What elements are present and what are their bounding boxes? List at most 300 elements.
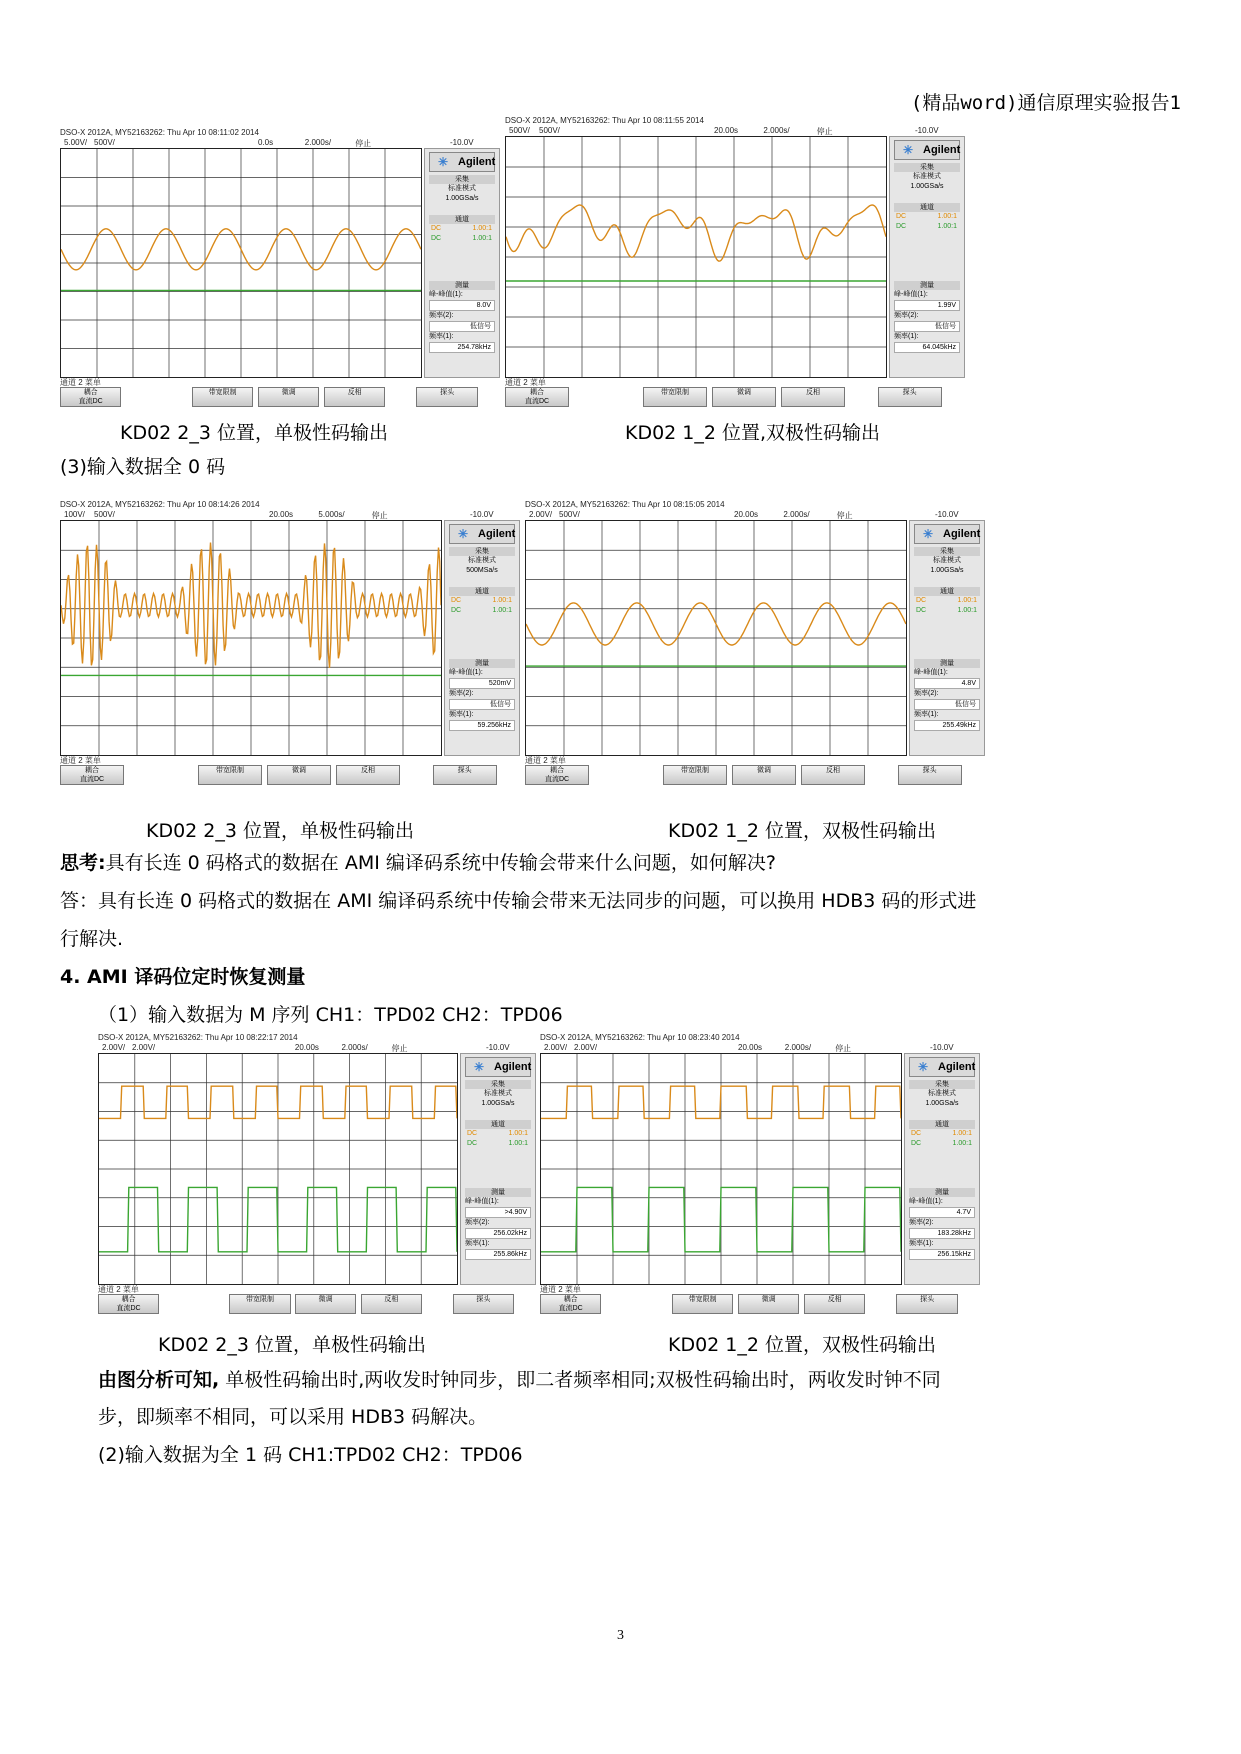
scope-info-line: DSO-X 2012A, MY52163262: Thu Apr 10 08:11:02 2014 — [60, 128, 259, 137]
invert-button[interactable] — [361, 1294, 422, 1314]
channel-menu-label: 通道 2 菜单 — [98, 1285, 139, 1294]
analysis-text: 单极性码输出时,两收发时钟同步，即二者频率相同;双极性码输出时，两收发时钟不同 — [219, 1369, 941, 1391]
sub-item-2: (2)输入数据为全 1 码 CH1:TPD02 CH2：TPD06 — [98, 1444, 523, 1466]
run-state: 停止 — [371, 511, 388, 520]
acquisition-mode: 标准模式 — [913, 173, 941, 180]
measure-2-label: 频率(2): — [909, 1219, 934, 1226]
ch2-coupling-row — [429, 234, 495, 244]
oscilloscope-screenshot-4 — [525, 500, 985, 788]
sub-item-1: （1）输入数据为 M 序列 CH1：TPD02 CH2：TPD06 — [98, 1004, 563, 1026]
ch1-probe-ratio: 1.00:1 — [508, 1130, 528, 1137]
oscilloscope-screenshot-1 — [60, 128, 500, 410]
fine-button-label: 微调 — [737, 389, 752, 396]
coupling-button-label: 耦合 — [550, 767, 565, 774]
fine-button[interactable] — [295, 1294, 356, 1314]
agilent-logo — [914, 524, 980, 544]
measure-2-label: 频率(2): — [465, 1219, 490, 1226]
probe-button[interactable] — [896, 1294, 957, 1314]
fine-button-label: 微调 — [281, 389, 296, 396]
coupling-button-value: 直流DC — [78, 398, 103, 405]
scope-status-bar — [60, 510, 494, 520]
fine-button[interactable] — [258, 387, 319, 407]
agilent-star-icon: ✳ — [918, 1060, 929, 1074]
coupling-button-value: 直流DC — [558, 1305, 583, 1312]
scope-side-panel — [424, 148, 500, 378]
acquisition-heading: 采集 — [465, 1080, 531, 1089]
acquisition-heading: 采集 — [894, 163, 960, 172]
acquisition-mode: 标准模式 — [448, 185, 476, 192]
measure-heading: 测量 — [429, 281, 495, 290]
time-scale: 2.000s/ — [763, 126, 790, 135]
ch1-coupling-row — [909, 1129, 975, 1139]
scope-info-line: DSO-X 2012A, MY52163262: Thu Apr 10 08:22:17 2014 — [98, 1033, 298, 1042]
scope-status-bar — [505, 126, 939, 136]
brand-text: Agilent — [938, 1061, 976, 1073]
invert-button-label: 反相 — [806, 389, 821, 396]
sample-rate: 1.00GSa/s — [481, 1100, 515, 1107]
run-state: 停止 — [816, 127, 833, 136]
trigger-level: -10.0V — [470, 510, 494, 519]
measure-1-value: 4.7V — [909, 1207, 975, 1218]
invert-button[interactable] — [781, 387, 845, 407]
waveform-grid — [505, 136, 887, 378]
invert-button[interactable] — [801, 765, 865, 785]
acquisition-mode: 标准模式 — [468, 557, 496, 564]
page-header: (精品word)通信原理实验报告1 — [910, 92, 1181, 114]
measure-section — [449, 659, 515, 731]
fine-button-label: 微调 — [292, 767, 307, 774]
measure-2-value: 低信号 — [429, 321, 495, 332]
ch1-scale: 2.00V/ — [544, 1043, 568, 1052]
brand-text: Agilent — [478, 528, 516, 540]
brand-text: Agilent — [943, 528, 981, 540]
waveform-grid — [60, 148, 422, 378]
measure-3-label: 频率(1): — [914, 711, 939, 718]
coupling-button[interactable] — [98, 1294, 159, 1314]
measure-1-label: 峰-峰值(1): — [429, 291, 463, 298]
ch1-coupling: DC — [916, 597, 927, 604]
bandwidth-limit-button-label: 带宽限制 — [208, 389, 237, 396]
item-3-heading: (3)输入数据全 0 码 — [60, 456, 226, 478]
fine-button[interactable] — [267, 765, 331, 785]
ch1-scale: 100V/ — [64, 510, 85, 519]
measure-2-value: 低信号 — [894, 321, 960, 332]
fine-button[interactable] — [738, 1294, 799, 1314]
measure-2-label: 频率(2): — [429, 312, 454, 319]
measure-3-value: 254.78kHz — [429, 342, 495, 353]
probe-button[interactable] — [878, 387, 942, 407]
ch1-coupling: DC — [467, 1130, 478, 1137]
channel-heading: 通道 — [429, 215, 495, 224]
measure-1-label: 峰-峰值(1): — [914, 669, 948, 676]
ch1-coupling-row — [914, 596, 980, 606]
coupling-button-value: 直流DC — [524, 398, 550, 405]
caption-3-left: KD02 2_3 位置，单极性码输出 — [158, 1334, 427, 1356]
measure-1-value: 8.0V — [429, 300, 495, 311]
ch1-probe-ratio: 1.00:1 — [937, 213, 957, 220]
measure-1-label: 峰-峰值(1): — [449, 669, 483, 676]
sample-rate: 1.00GSa/s — [925, 1100, 959, 1107]
measure-3-value: 59.256kHz — [449, 720, 515, 731]
scope-status-bar — [525, 510, 959, 520]
ch2-scale: 500V/ — [539, 126, 560, 135]
agilent-logo — [894, 140, 960, 160]
acquisition-section — [914, 547, 980, 576]
invert-button[interactable] — [804, 1294, 865, 1314]
ch2-coupling: DC — [431, 235, 442, 242]
measure-3-value: 64.045kHz — [894, 342, 960, 353]
waveform-display — [61, 149, 421, 377]
ch2-scale: 2.00V/ — [574, 1043, 598, 1052]
invert-button-label: 反相 — [384, 1296, 399, 1303]
ch2-probe-ratio: 1.00:1 — [937, 223, 957, 230]
run-state: 停止 — [391, 1044, 408, 1053]
time-scale: 2.000s/ — [783, 510, 810, 519]
acquisition-section — [465, 1080, 531, 1109]
measure-2-value: 256.02kHz — [465, 1228, 531, 1239]
agilent-logo — [429, 152, 495, 172]
waveform-display — [541, 1054, 901, 1284]
channel-section — [465, 1120, 531, 1149]
measure-3-value: 255.86kHz — [465, 1249, 531, 1260]
ch1-probe-ratio: 1.00:1 — [472, 225, 492, 232]
ch2-probe-ratio: 1.00:1 — [957, 607, 977, 614]
measure-section — [894, 281, 960, 353]
measure-heading: 测量 — [465, 1188, 531, 1197]
measure-section — [909, 1188, 975, 1260]
oscilloscope-screenshot-6 — [540, 1033, 980, 1317]
coupling-button[interactable] — [60, 765, 124, 785]
acquisition-section — [449, 547, 515, 576]
measure-2-value: 183.28kHz — [909, 1228, 975, 1239]
ch2-coupling: DC — [916, 607, 927, 614]
time-scale: 2.000s/ — [341, 1043, 368, 1052]
waveform-display — [526, 521, 906, 755]
brand-text: Agilent — [923, 144, 961, 156]
fine-button-label: 微调 — [318, 1296, 333, 1303]
time-scale: 5.000s/ — [318, 510, 345, 519]
coupling-button-label: 耦合 — [83, 389, 98, 396]
trigger-level: -10.0V — [915, 126, 939, 135]
sample-rate: 1.00GSa/s — [910, 183, 944, 190]
ch1-coupling-row — [465, 1129, 531, 1139]
coupling-button-value: 直流DC — [116, 1305, 141, 1312]
coupling-button[interactable] — [540, 1294, 601, 1314]
oscilloscope-screenshot-2 — [505, 116, 965, 410]
channel-menu-label: 通道 2 菜单 — [505, 378, 546, 387]
measure-heading: 测量 — [449, 659, 515, 668]
agilent-star-icon: ✳ — [458, 527, 469, 541]
ch1-coupling: DC — [896, 213, 907, 220]
probe-button-label: 探头 — [440, 389, 455, 396]
acquisition-section — [894, 163, 960, 192]
scope-info-line: DSO-X 2012A, MY52163262: Thu Apr 10 08:23:40 2014 — [540, 1033, 740, 1042]
scope-info-line: DSO-X 2012A, MY52163262: Thu Apr 10 08:14:26 2014 — [60, 500, 260, 509]
time-position: 20.00s — [738, 1043, 763, 1052]
coupling-button[interactable] — [60, 387, 121, 407]
coupling-button-label: 耦合 — [85, 767, 100, 774]
probe-button[interactable] — [898, 765, 962, 785]
channel-heading: 通道 — [914, 587, 980, 596]
channel-section — [894, 203, 960, 232]
measure-2-value: 低信号 — [449, 699, 515, 710]
coupling-button[interactable] — [505, 387, 569, 407]
scope-side-panel — [904, 1053, 980, 1285]
ch1-probe-ratio: 1.00:1 — [492, 597, 512, 604]
channel-heading: 通道 — [894, 203, 960, 212]
sample-rate: 500MSa/s — [466, 567, 498, 574]
agilent-logo — [909, 1057, 975, 1077]
time-position: 20.00s — [294, 1043, 319, 1052]
coupling-button-value: 直流DC — [79, 776, 105, 783]
oscilloscope-screenshot-3 — [60, 500, 520, 788]
ch2-coupling-row — [909, 1139, 975, 1149]
brand-text: Agilent — [494, 1061, 532, 1073]
measure-2-label: 频率(2): — [914, 690, 939, 697]
ch1-coupling: DC — [451, 597, 462, 604]
time-position: 20.00s — [714, 126, 739, 135]
time-position: 20.00s — [734, 510, 759, 519]
caption-2-left: KD02 2_3 位置，单极性码输出 — [146, 820, 415, 842]
ch2-coupling: DC — [467, 1140, 478, 1147]
measure-1-value: >4.90V — [465, 1207, 531, 1218]
fine-button-label: 微调 — [757, 767, 772, 774]
waveform-display — [61, 521, 441, 755]
measure-section — [465, 1188, 531, 1260]
bandwidth-limit-button[interactable] — [229, 1294, 290, 1314]
ch1-coupling: DC — [911, 1130, 922, 1137]
measure-3-label: 频率(1): — [429, 333, 454, 340]
measure-1-label: 峰-峰值(1): — [909, 1198, 943, 1205]
measure-heading: 测量 — [894, 281, 960, 290]
ch2-coupling: DC — [896, 223, 907, 230]
measure-section — [914, 659, 980, 731]
scope-info-line: DSO-X 2012A, MY52163262: Thu Apr 10 08:15:05 2014 — [525, 500, 725, 509]
probe-button-label: 探头 — [457, 767, 472, 774]
ch1-scale: 2.00V/ — [529, 510, 553, 519]
bandwidth-limit-button[interactable] — [663, 765, 727, 785]
run-state: 停止 — [355, 139, 372, 148]
ch1-probe-ratio: 1.00:1 — [957, 597, 977, 604]
ch2-coupling-row — [894, 222, 960, 232]
waveform-grid — [525, 520, 907, 756]
measure-2-label: 频率(2): — [894, 312, 919, 319]
ch2-scale: 500V/ — [559, 510, 580, 519]
acquisition-mode: 标准模式 — [933, 557, 961, 564]
ch2-coupling: DC — [451, 607, 462, 614]
agilent-star-icon: ✳ — [903, 143, 914, 157]
measure-1-value: 4.8V — [914, 678, 980, 689]
scope-status-bar — [98, 1043, 510, 1053]
invert-button-label: 反相 — [827, 1296, 842, 1303]
measure-1-label: 峰-峰值(1): — [894, 291, 928, 298]
answer-line-1: 答：具有长连 0 码格式的数据在 AMI 编译码系统中传输会带来无法同步的问题，可以换用 HDB3 码的形式进 — [60, 890, 977, 912]
channel-heading: 通道 — [449, 587, 515, 596]
coupling-button-value: 直流DC — [544, 776, 570, 783]
measure-2-label: 频率(2): — [449, 690, 474, 697]
waveform-grid — [540, 1053, 902, 1285]
agilent-logo — [449, 524, 515, 544]
acquisition-heading: 采集 — [914, 547, 980, 556]
invert-button-label: 反相 — [826, 767, 841, 774]
probe-button-label: 探头 — [902, 389, 917, 396]
fine-button[interactable] — [732, 765, 796, 785]
scope-side-panel — [460, 1053, 536, 1285]
probe-button-label: 探头 — [920, 1296, 935, 1303]
time-position: 20.00s — [269, 510, 294, 519]
caption-2-right: KD02 1_2 位置，双极性码输出 — [668, 820, 937, 842]
ch2-probe-ratio: 1.00:1 — [508, 1140, 528, 1147]
waveform-display — [99, 1054, 457, 1284]
acquisition-heading: 采集 — [449, 547, 515, 556]
scope-info-line: DSO-X 2012A, MY52163262: Thu Apr 10 08:11:55 2014 — [505, 116, 704, 125]
channel-heading: 通道 — [465, 1120, 531, 1129]
scope-side-panel — [889, 136, 965, 378]
analysis-label: 由图分析可知, — [98, 1369, 220, 1391]
measure-3-value: 255.49kHz — [914, 720, 980, 731]
measure-heading: 测量 — [914, 659, 980, 668]
bandwidth-limit-button-label: 带宽限制 — [661, 389, 690, 396]
ch2-coupling: DC — [911, 1140, 922, 1147]
scope-side-panel — [909, 520, 985, 756]
measure-3-value: 256.15kHz — [909, 1249, 975, 1260]
agilent-star-icon: ✳ — [438, 155, 449, 169]
brand-text: Agilent — [458, 156, 496, 168]
page-number: 3 — [617, 1628, 624, 1643]
waveform-grid — [98, 1053, 458, 1285]
time-scale: 2.000s/ — [304, 138, 332, 147]
channel-section — [914, 587, 980, 616]
measure-3-label: 频率(1): — [465, 1240, 490, 1247]
invert-button[interactable] — [336, 765, 400, 785]
waveform-display — [506, 137, 886, 377]
answer-line-2: 行解决. — [60, 928, 124, 950]
channel-menu-label: 通道 2 菜单 — [60, 378, 101, 387]
ch2-scale: 500V/ — [94, 138, 115, 147]
ch2-probe-ratio: 1.00:1 — [952, 1140, 972, 1147]
ch2-coupling-row — [465, 1139, 531, 1149]
agilent-star-icon: ✳ — [474, 1060, 485, 1074]
run-state: 停止 — [835, 1044, 852, 1053]
bandwidth-limit-button[interactable] — [672, 1294, 733, 1314]
measure-3-label: 频率(1): — [909, 1240, 934, 1247]
scope-status-bar — [540, 1043, 954, 1053]
probe-button[interactable] — [433, 765, 497, 785]
think-question-text: 具有长连 0 码格式的数据在 AMI 编译码系统中传输会带来什么问题，如何解决? — [105, 852, 776, 874]
caption-1-left: KD02 2_3 位置，单极性码输出 — [120, 422, 389, 444]
invert-button-label: 反相 — [361, 767, 376, 774]
acquisition-section — [909, 1080, 975, 1109]
measure-3-label: 频率(1): — [449, 711, 474, 718]
bandwidth-limit-button-label: 带宽限制 — [216, 767, 245, 774]
ch2-coupling-row — [449, 606, 515, 616]
acquisition-section — [429, 175, 495, 204]
ch1-scale: 500V/ — [509, 126, 530, 135]
measure-heading: 测量 — [909, 1188, 975, 1197]
measure-3-label: 频率(1): — [894, 333, 919, 340]
fine-button[interactable] — [712, 387, 776, 407]
sample-rate: 1.00GSa/s — [930, 567, 964, 574]
bandwidth-limit-button[interactable] — [643, 387, 707, 407]
acquisition-mode: 标准模式 — [484, 1090, 512, 1097]
probe-button[interactable] — [453, 1294, 514, 1314]
section-4-heading: 4. AMI 译码位定时恢复测量 — [60, 966, 306, 988]
waveform-grid — [60, 520, 442, 756]
fine-button-label: 微调 — [761, 1296, 776, 1303]
ch1-probe-ratio: 1.00:1 — [952, 1130, 972, 1137]
acquisition-mode: 标准模式 — [928, 1090, 956, 1097]
channel-section — [909, 1120, 975, 1149]
trigger-level: -10.0V — [935, 510, 959, 519]
measure-section — [429, 281, 495, 353]
ch2-probe-ratio: 1.00:1 — [492, 607, 512, 614]
bandwidth-limit-button-label: 带宽限制 — [681, 767, 710, 774]
trigger-level: -10.0V — [930, 1043, 954, 1052]
channel-menu-label: 通道 2 菜单 — [525, 756, 566, 765]
measure-1-value: 520mV — [449, 678, 515, 689]
ch1-coupling-row — [449, 596, 515, 606]
ch2-probe-ratio: 1.00:1 — [472, 235, 492, 242]
ch1-scale: 2.00V/ — [102, 1043, 126, 1052]
channel-section — [429, 215, 495, 244]
analysis-line-2: 步，即频率不相同，可以采用 HDB3 码解决。 — [98, 1406, 488, 1428]
trigger-level: -10.0V — [486, 1043, 510, 1052]
acquisition-heading: 采集 — [429, 175, 495, 184]
probe-button[interactable] — [416, 387, 477, 407]
probe-button-label: 探头 — [922, 767, 937, 774]
ch2-scale: 500V/ — [94, 510, 115, 519]
invert-button-label: 反相 — [347, 389, 362, 396]
ch2-coupling-row — [914, 606, 980, 616]
caption-1-right: KD02 1_2 位置,双极性码输出 — [625, 422, 881, 444]
acquisition-heading: 采集 — [909, 1080, 975, 1089]
run-state: 停止 — [836, 511, 853, 520]
coupling-button-label: 耦合 — [563, 1296, 578, 1303]
time-scale: 2.000s/ — [784, 1043, 812, 1052]
scope-side-panel — [444, 520, 520, 756]
think-label: 思考: — [60, 852, 106, 874]
probe-button-label: 探头 — [476, 1296, 491, 1303]
measure-1-label: 峰-峰值(1): — [465, 1198, 499, 1205]
analysis-line-1 — [98, 1365, 941, 1395]
bandwidth-limit-button[interactable] — [198, 765, 262, 785]
oscilloscope-screenshot-5 — [98, 1033, 536, 1317]
think-question — [60, 848, 776, 878]
agilent-star-icon: ✳ — [923, 527, 934, 541]
bandwidth-limit-button-label: 带宽限制 — [245, 1296, 274, 1303]
trigger-level: -10.0V — [450, 138, 474, 147]
agilent-logo — [465, 1057, 531, 1077]
channel-menu-label: 通道 2 菜单 — [60, 756, 101, 765]
ch2-scale: 2.00V/ — [132, 1043, 156, 1052]
channel-heading: 通道 — [909, 1120, 975, 1129]
invert-button[interactable] — [324, 387, 385, 407]
sample-rate: 1.00GSa/s — [445, 195, 479, 202]
caption-3-right: KD02 1_2 位置，双极性码输出 — [668, 1334, 937, 1356]
ch1-coupling: DC — [431, 225, 442, 232]
ch1-scale: 5.00V/ — [64, 138, 88, 147]
coupling-button-label: 耦合 — [530, 389, 545, 396]
ch1-coupling-row — [894, 212, 960, 222]
measure-1-value: 1.99V — [894, 300, 960, 311]
ch1-coupling-row — [429, 224, 495, 234]
channel-section — [449, 587, 515, 616]
channel-menu-label: 通道 2 菜单 — [540, 1285, 581, 1294]
bandwidth-limit-button[interactable] — [192, 387, 253, 407]
bandwidth-limit-button-label: 带宽限制 — [688, 1296, 717, 1303]
time-position: 0.0s — [258, 138, 274, 147]
coupling-button[interactable] — [525, 765, 589, 785]
